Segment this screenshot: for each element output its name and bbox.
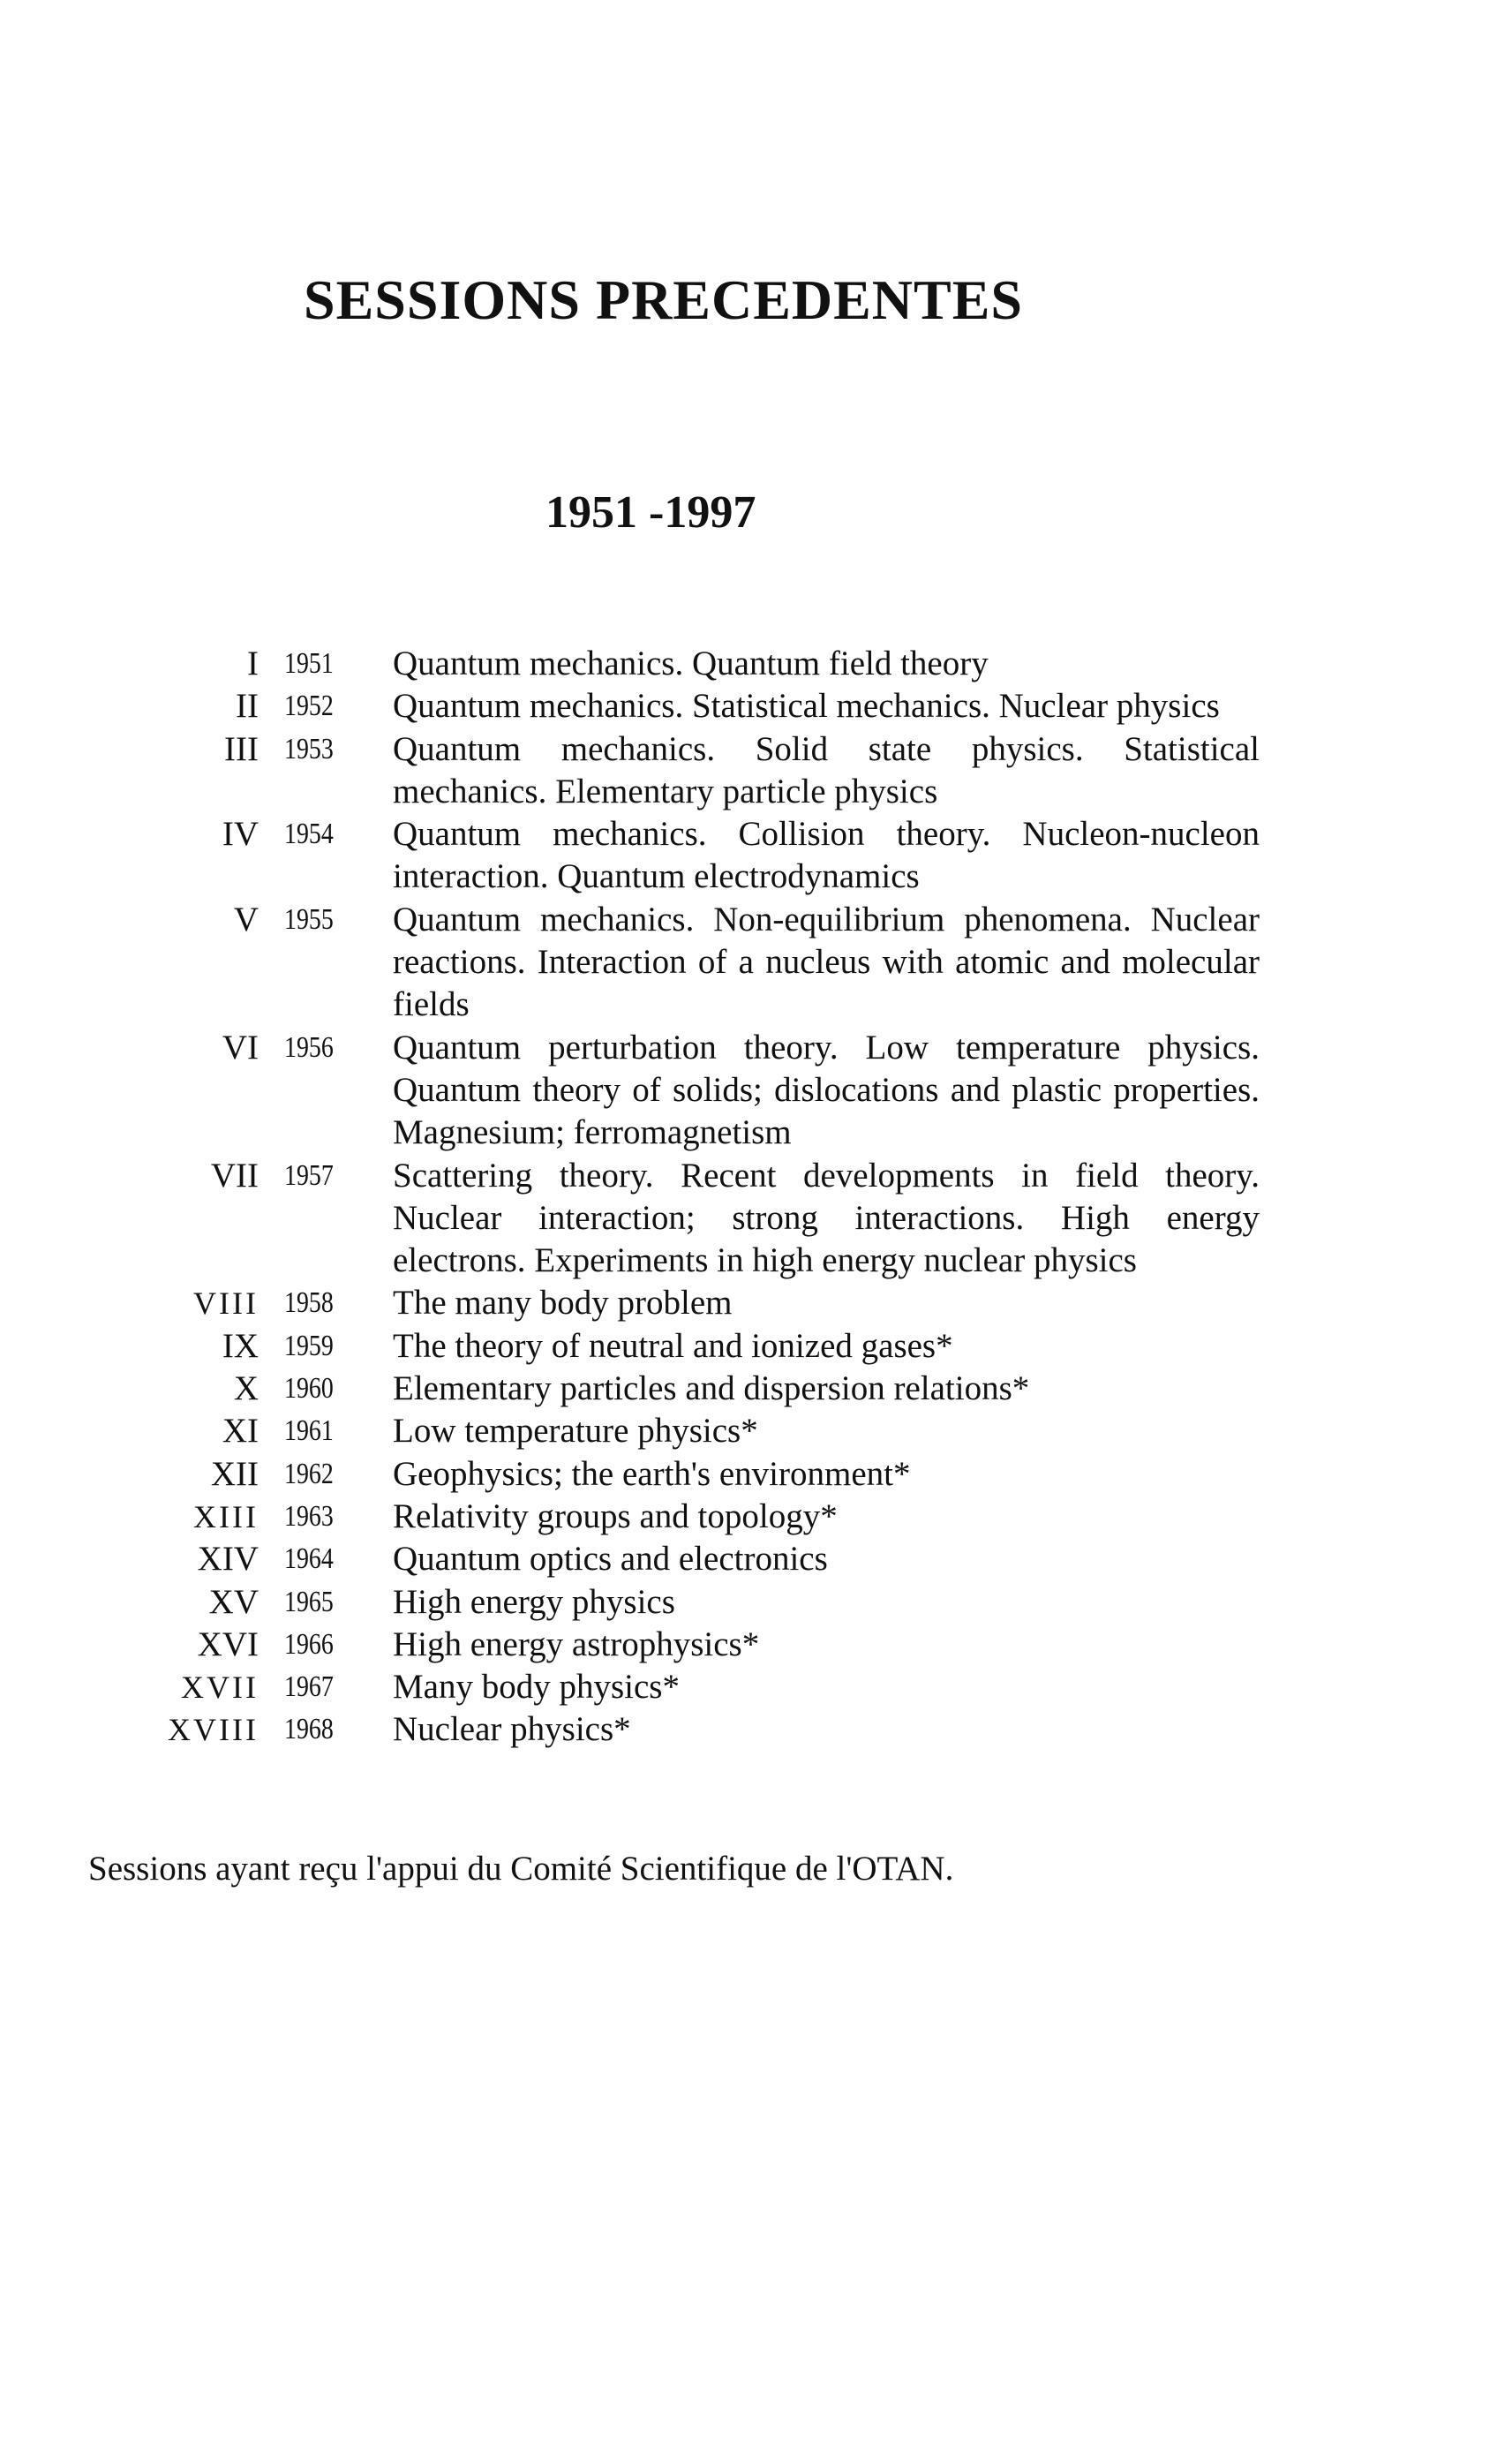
session-number: XVIII	[168, 1712, 259, 1748]
session-number: XII	[210, 1454, 259, 1493]
session-year: 1963	[284, 1499, 334, 1533]
session-topic: Relativity groups and topology*	[393, 1496, 838, 1535]
session-number: V	[233, 900, 259, 939]
session-number: II	[236, 687, 259, 726]
session-topic: Low temperature physics*	[393, 1412, 758, 1451]
session-row	[0, 1155, 1512, 1283]
session-number: XV	[208, 1582, 259, 1621]
session-number: VIII	[193, 1285, 259, 1322]
session-row	[0, 1453, 1512, 1496]
session-number: IV	[222, 815, 259, 854]
session-number: III	[224, 729, 259, 768]
session-number: I	[247, 645, 259, 682]
session-row	[0, 1282, 1512, 1324]
session-topic: Quantum mechanics. Collision theory. Nucleon-nucleon interaction. Quantum electrodynamics	[393, 815, 1260, 896]
session-year: 1953	[284, 732, 334, 765]
session-topic: High energy physics	[393, 1582, 675, 1621]
session-year: 1952	[284, 690, 334, 723]
session-row	[0, 1496, 1512, 1538]
session-topic: High energy astrophysics*	[393, 1625, 760, 1663]
session-number: XI	[222, 1412, 259, 1451]
page-title: SESSIONS PRECEDENTES	[304, 268, 1023, 331]
session-year: 1955	[284, 902, 334, 936]
session-topic: Scattering theory. Recent developments in field theory. Nuclear interaction; strong interactions. High energy electrons. Experiments in high energy nuclear physics	[393, 1156, 1260, 1280]
session-row	[0, 1325, 1512, 1368]
session-year: 1956	[284, 1030, 334, 1064]
session-number: XVI	[197, 1625, 259, 1663]
session-row	[0, 813, 1512, 899]
session-year: 1961	[284, 1414, 334, 1448]
session-year: 1964	[284, 1542, 334, 1576]
session-year: 1954	[284, 818, 334, 851]
session-topic: Many body physics*	[393, 1668, 680, 1707]
year-range-heading: 1951 -1997	[545, 487, 756, 538]
session-year: 1959	[284, 1329, 334, 1362]
session-topic: Elementary particles and dispersion relations*	[393, 1369, 1030, 1408]
session-year: 1958	[284, 1286, 334, 1320]
session-year: 1965	[284, 1585, 334, 1618]
session-topic: The many body problem	[393, 1284, 733, 1323]
session-row	[0, 1027, 1512, 1155]
session-topic: Quantum optics and electronics	[393, 1540, 828, 1579]
session-year: 1968	[284, 1713, 334, 1746]
session-row	[0, 1581, 1512, 1624]
session-year: 1962	[284, 1457, 334, 1490]
session-number: IX	[222, 1326, 259, 1365]
session-topic: Quantum perturbation theory. Low temperature physics. Quantum theory of solids; dislocations and plastic properties. Magnesium; ferromagnetism	[393, 1028, 1260, 1152]
session-topic: Quantum mechanics. Solid state physics. Statistical mechanics. Elementary particle physics	[393, 729, 1260, 810]
session-topic: Quantum mechanics. Statistical mechanics. Nuclear physics	[393, 687, 1220, 726]
session-row	[0, 1368, 1512, 1410]
session-year: 1967	[284, 1670, 334, 1704]
session-topic: Quantum mechanics. Quantum field theory	[393, 645, 989, 682]
session-row	[0, 685, 1512, 727]
session-row	[0, 1666, 1512, 1708]
session-topic: The theory of neutral and ionized gases*	[393, 1326, 953, 1365]
session-number: VI	[222, 1028, 259, 1067]
session-topic: Nuclear physics*	[393, 1710, 631, 1749]
session-number: XIII	[193, 1498, 259, 1534]
session-number: XVII	[181, 1670, 259, 1706]
session-year: 1951	[284, 647, 334, 680]
session-row	[0, 728, 1512, 814]
session-year: 1957	[284, 1158, 334, 1192]
session-row	[0, 643, 1512, 685]
session-number: XIV	[197, 1540, 259, 1579]
footnote: Sessions ayant reçu l'appui du Comité Scientifique de l'OTAN.	[88, 1850, 954, 1888]
session-row	[0, 1410, 1512, 1452]
session-number: VII	[210, 1156, 259, 1195]
session-topic: Geophysics; the earth's environment*	[393, 1454, 911, 1493]
session-number: X	[233, 1369, 259, 1408]
session-row	[0, 899, 1512, 1027]
session-row	[0, 1538, 1512, 1580]
sessions-list	[0, 643, 1512, 1752]
session-year: 1960	[284, 1372, 334, 1406]
session-row	[0, 1708, 1512, 1751]
session-row	[0, 1624, 1512, 1666]
session-topic: Quantum mechanics. Non-equilibrium phenomena. Nuclear reactions. Interaction of a nucleus with atomic and molecular fields	[393, 900, 1260, 1024]
session-year: 1966	[284, 1627, 334, 1661]
